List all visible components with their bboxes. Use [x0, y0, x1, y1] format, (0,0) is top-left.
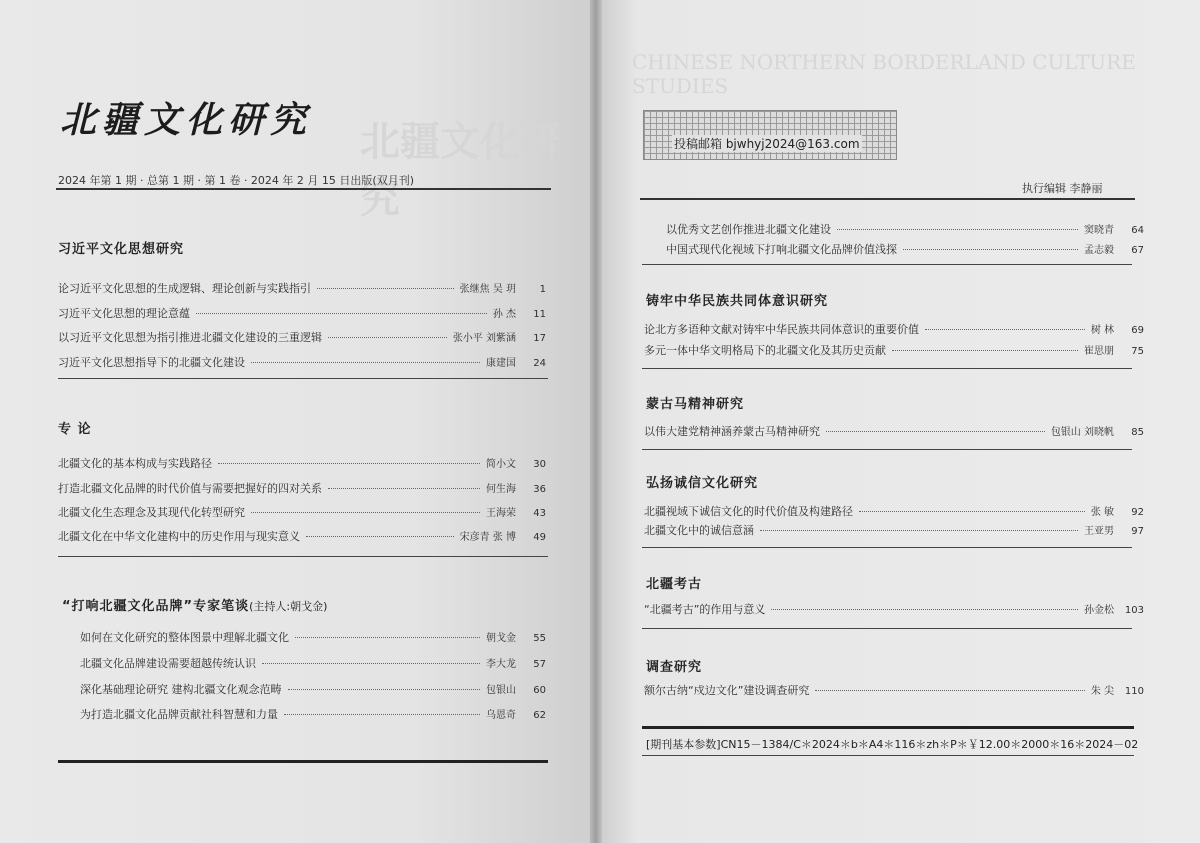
leader-dots: [295, 637, 480, 638]
right-page: [602, 0, 1200, 843]
leader-dots: [892, 350, 1078, 351]
entry-author: 张 敏: [1090, 507, 1114, 518]
section-rule: [58, 556, 548, 557]
entry-author: 张小平 刘紫涵: [452, 333, 516, 344]
entry-author: 包银山: [486, 685, 516, 696]
entry-page: 103: [1124, 605, 1144, 616]
entry-title: 北疆文化品牌建设需要超越传统认识: [80, 657, 256, 670]
entry-title: 北疆文化中的诚信意涵: [644, 524, 754, 537]
leader-dots: [760, 530, 1078, 531]
section-host-note: (主持人:朝戈金): [249, 600, 328, 613]
params-top-rule: [642, 726, 1134, 729]
leader-dots: [925, 329, 1085, 330]
toc-entry[interactable]: [644, 503, 1144, 519]
entry-author: 张继焦 吴 玥: [459, 284, 516, 295]
entry-title: 习近平文化思想的理论意蕴: [58, 307, 190, 320]
entry-author: 何生海: [486, 484, 516, 495]
entry-author: 窦晓青: [1084, 225, 1114, 236]
issue-info: 2024 年第 1 期 · 总第 1 期 · 第 1 卷 · 2024 年 2 月 15 日出版(双月刊): [58, 174, 414, 187]
toc-entry[interactable]: [58, 354, 546, 370]
toc-entry[interactable]: [644, 342, 1144, 358]
toc-entry[interactable]: [644, 682, 1144, 698]
entry-page: 43: [533, 508, 546, 519]
entry-author: 孙金松: [1084, 605, 1114, 616]
entry-title: “北疆考古”的作用与意义: [644, 603, 766, 616]
footer-rule: [58, 760, 548, 763]
entry-title: 论北方多语种文献对铸牢中华民族共同体意识的重要价值: [644, 323, 919, 336]
params-bottom-rule: [642, 755, 1134, 756]
toc-entry[interactable]: [644, 601, 1144, 617]
section-rule: [642, 547, 1132, 548]
entry-author: 朱 尖: [1090, 686, 1114, 697]
entry-title: 以优秀文艺创作推进北疆文化建设: [666, 223, 831, 236]
entry-page: 60: [533, 685, 546, 696]
entry-page: 62: [533, 710, 546, 721]
entry-author: 简小文: [486, 459, 516, 470]
entry-page: 36: [533, 484, 546, 495]
entry-title: 以习近平文化思想为指引推进北疆文化建设的三重逻辑: [58, 331, 322, 344]
entry-author: 乌恩奇: [486, 710, 516, 721]
section-rule: [642, 264, 1132, 265]
toc-entry[interactable]: [58, 280, 546, 296]
entry-author: 王亚男: [1084, 526, 1114, 537]
entry-title: 多元一体中华文明格局下的北疆文化及其历史贡献: [644, 344, 886, 357]
leader-dots: [328, 488, 480, 489]
entry-title: 习近平文化思想指导下的北疆文化建设: [58, 356, 245, 369]
section-title-xi-culture: 习近平文化思想研究: [58, 242, 185, 257]
leader-dots: [771, 609, 1078, 610]
entry-title: 为打造北疆文化品牌贡献社科智慧和力量: [80, 708, 278, 721]
executive-editor: 执行编辑 李静丽: [1022, 182, 1103, 195]
section-title-special-topics: 专 论: [58, 422, 92, 437]
entry-author: 宋彦青 张 博: [459, 532, 516, 543]
submission-email-stamp: [643, 110, 897, 160]
toc-entry[interactable]: [58, 455, 546, 471]
entry-page: 57: [533, 659, 546, 670]
entry-page: 69: [1131, 325, 1144, 336]
section-rule: [642, 628, 1132, 629]
toc-entry[interactable]: [80, 681, 546, 697]
toc-entry[interactable]: [644, 321, 1144, 337]
section-rule: [58, 378, 548, 379]
entry-author: 孟志毅: [1084, 245, 1114, 256]
entry-title: 额尔古纳“戍边文化”建设调查研究: [644, 684, 810, 697]
entry-page: 97: [1131, 526, 1144, 537]
leader-dots: [815, 690, 1084, 691]
entry-author: 包银山 刘晓帆: [1050, 427, 1114, 438]
entry-page: 30: [533, 459, 546, 470]
leader-dots: [328, 337, 447, 338]
leader-dots: [251, 512, 480, 513]
bleed-through-text: 北疆文化研究: [360, 118, 560, 222]
bleed-through-text: CHINESE NORTHERN BORDERLAND CULTURE STUDIES: [632, 50, 1136, 98]
section-title-horse-spirit: 蒙古马精神研究: [646, 397, 745, 412]
leader-dots: [306, 536, 454, 537]
entry-page: 110: [1124, 686, 1144, 697]
publication-params: [期刊基本参数]CN15－1384/C＊2024＊b＊A4＊116＊zh＊P＊￥12.00＊2000＊16＊2024－02: [646, 738, 1139, 751]
section-title-survey: 调查研究: [646, 660, 703, 675]
entry-title: 北疆视域下诚信文化的时代价值及构建路径: [644, 505, 853, 518]
entry-page: 85: [1131, 427, 1144, 438]
toc-entry[interactable]: [666, 221, 1144, 237]
journal-title: 北疆文化研究: [60, 99, 313, 141]
section-rule: [642, 449, 1132, 450]
entry-page: 67: [1131, 245, 1144, 256]
section-title-archaeology: 北疆考古: [646, 577, 703, 592]
entry-author: 王海荣: [486, 508, 516, 519]
entry-page: 24: [533, 358, 546, 369]
toc-entry[interactable]: [644, 423, 1144, 439]
left-page: [0, 0, 590, 843]
leader-dots: [262, 663, 480, 664]
entry-title: 如何在文化研究的整体图景中理解北疆文化: [80, 631, 289, 644]
header-rule: [640, 198, 1135, 200]
entry-page: 55: [533, 633, 546, 644]
leader-dots: [837, 229, 1078, 230]
section-title-community: 铸牢中华民族共同体意识研究: [646, 294, 829, 309]
leader-dots: [903, 249, 1078, 250]
section-rule: [642, 368, 1132, 369]
entry-page: 64: [1131, 225, 1144, 236]
toc-entry[interactable]: [644, 522, 1144, 538]
leader-dots: [826, 431, 1045, 432]
toc-entry[interactable]: [80, 655, 546, 671]
entry-author: 孙 杰: [492, 309, 516, 320]
entry-page: 92: [1131, 507, 1144, 518]
entry-page: 49: [533, 532, 546, 543]
toc-entry[interactable]: [80, 629, 546, 645]
entry-page: 17: [533, 333, 546, 344]
entry-page: 11: [533, 309, 546, 320]
book-gutter: [590, 0, 602, 843]
leader-dots: [284, 714, 480, 715]
toc-entry[interactable]: [58, 504, 546, 520]
entry-title: 深化基础理论研究 建构北疆文化观念范畴: [80, 683, 282, 696]
toc-entry[interactable]: [58, 305, 546, 321]
section-title-integrity: 弘扬诚信文化研究: [646, 476, 759, 491]
leader-dots: [218, 463, 480, 464]
entry-page: 1: [539, 284, 546, 295]
entry-title: 北疆文化生态理念及其现代化转型研究: [58, 506, 245, 519]
toc-entry[interactable]: [58, 329, 546, 345]
entry-page: 75: [1131, 346, 1144, 357]
header-rule: [56, 188, 551, 190]
section-title-expert-discussion: [62, 595, 327, 614]
leader-dots: [251, 362, 480, 363]
toc-entry[interactable]: [80, 706, 546, 722]
entry-title: 北疆文化在中华文化建构中的历史作用与现实意义: [58, 530, 300, 543]
entry-author: 朝戈金: [486, 633, 516, 644]
entry-author: 树 林: [1090, 325, 1114, 336]
entry-title: 打造北疆文化品牌的时代价值与需要把握好的四对关系: [58, 482, 322, 495]
toc-entry[interactable]: [58, 528, 546, 544]
toc-entry[interactable]: [58, 480, 546, 496]
entry-author: 崔思朋: [1084, 346, 1114, 357]
entry-title: 中国式现代化视域下打响北疆文化品牌价值浅探: [666, 243, 897, 256]
leader-dots: [859, 511, 1085, 512]
leader-dots: [288, 689, 481, 690]
entry-title: 论习近平文化思想的生成逻辑、理论创新与实践指引: [58, 282, 311, 295]
entry-title: 以伟大建党精神涵养蒙古马精神研究: [644, 425, 820, 438]
entry-author: 李大龙: [486, 659, 516, 670]
entry-title: 北疆文化的基本构成与实践路径: [58, 457, 212, 470]
submission-email: 投稿邮箱 bjwhyj2024@163.com: [674, 137, 860, 151]
section-title-text: “打响北疆文化品牌”专家笔谈: [62, 599, 250, 614]
leader-dots: [196, 313, 487, 314]
leader-dots: [317, 288, 454, 289]
entry-author: 康建国: [486, 358, 516, 369]
toc-entry[interactable]: [666, 241, 1144, 257]
